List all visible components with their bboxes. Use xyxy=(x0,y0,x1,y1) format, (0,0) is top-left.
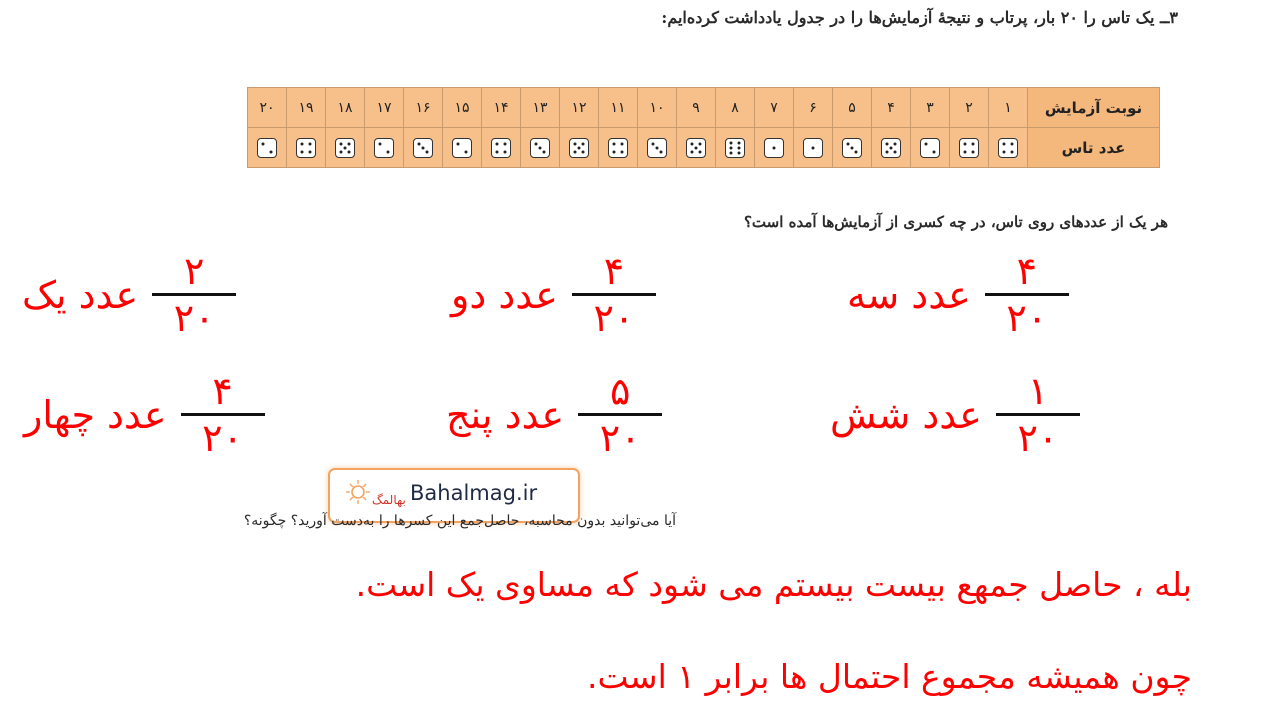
die-face-4-icon xyxy=(959,138,979,158)
die-face-3-icon xyxy=(842,138,862,158)
fraction-denominator: ۲۰ xyxy=(1006,296,1048,340)
die-pip xyxy=(773,146,776,149)
dice-result-cell xyxy=(638,128,677,168)
die-face-5-icon xyxy=(686,138,706,158)
dice-result-cell xyxy=(560,128,599,168)
die-pip xyxy=(1011,142,1014,145)
trial-number-cell: ۹ xyxy=(677,88,716,128)
trial-number-cell: ۱۹ xyxy=(287,88,326,128)
fraction-numerator: ۱ xyxy=(1027,369,1049,413)
die-pip xyxy=(730,146,733,149)
trial-number-cell: ۱۷ xyxy=(365,88,404,128)
die-face-5-icon xyxy=(881,138,901,158)
die-pip xyxy=(699,150,702,153)
die-pip xyxy=(578,146,581,149)
fraction xyxy=(181,370,265,459)
die-pip xyxy=(465,150,468,153)
die-pip xyxy=(535,142,538,145)
fraction xyxy=(996,370,1080,459)
trial-number-header: نوبت آزمایش xyxy=(1028,88,1160,128)
die-pip xyxy=(270,150,273,153)
answer-four xyxy=(24,370,279,459)
die-pip xyxy=(925,142,928,145)
die-pip xyxy=(964,150,967,153)
die-pip xyxy=(738,146,741,149)
die-pip xyxy=(344,146,347,149)
die-pip xyxy=(309,150,312,153)
dice-result-cell xyxy=(521,128,560,168)
dice-result-cell xyxy=(677,128,716,168)
die-pip xyxy=(972,150,975,153)
die-pip xyxy=(738,151,741,154)
sun-logo-icon xyxy=(342,476,406,514)
answer-label: عدد شش xyxy=(830,392,982,437)
trial-number-row xyxy=(248,88,1160,128)
die-pip xyxy=(539,146,542,149)
answer-label: عدد سه xyxy=(847,272,971,317)
trial-number-cell: ۱۶ xyxy=(404,88,443,128)
dice-result-cell xyxy=(872,128,911,168)
die-pip xyxy=(496,142,499,145)
die-pip xyxy=(699,142,702,145)
watermark-url: Bahalmag.ir xyxy=(410,481,538,505)
trial-number-cell: ۱۳ xyxy=(521,88,560,128)
die-face-3-icon xyxy=(530,138,550,158)
dice-result-cell xyxy=(911,128,950,168)
die-pip xyxy=(847,142,850,145)
dice-result-cell xyxy=(365,128,404,168)
die-pip xyxy=(301,150,304,153)
answer-two xyxy=(451,250,670,339)
die-pip xyxy=(855,150,858,153)
fraction xyxy=(985,250,1069,339)
die-pip xyxy=(1003,142,1006,145)
answer-one xyxy=(22,250,250,339)
die-pip xyxy=(422,146,425,149)
die-pip xyxy=(691,150,694,153)
sub-question-1-text: هر یک از عددهای روی تاس، در چه کسری از آزمایش‌ها آمده است؟ xyxy=(743,213,1168,231)
die-pip xyxy=(309,142,312,145)
die-pip xyxy=(738,141,741,144)
die-pip xyxy=(340,142,343,145)
trial-number-cell: ۲۰ xyxy=(248,88,287,128)
trial-number-cell: ۱ xyxy=(989,88,1028,128)
fraction-numerator: ۴ xyxy=(1016,249,1038,293)
die-pip xyxy=(504,142,507,145)
die-face-5-icon xyxy=(335,138,355,158)
die-pip xyxy=(504,150,507,153)
dice-result-cell xyxy=(287,128,326,168)
trial-number-cell: ۶ xyxy=(794,88,833,128)
die-face-3-icon xyxy=(647,138,667,158)
final-answer-line-1: بله ، حاصل جمهع بیست بیستم می شود که مساوی یک است. xyxy=(355,565,1192,604)
die-face-4-icon xyxy=(296,138,316,158)
die-face-3-icon xyxy=(413,138,433,158)
die-pip xyxy=(262,142,265,145)
fraction-denominator: ۲۰ xyxy=(593,296,635,340)
dice-result-cell xyxy=(794,128,833,168)
dice-result-cell xyxy=(599,128,638,168)
die-face-6-icon xyxy=(725,138,745,158)
die-pip xyxy=(886,150,889,153)
dice-result-cell xyxy=(326,128,365,168)
fraction xyxy=(152,250,236,339)
die-pip xyxy=(652,142,655,145)
die-pip xyxy=(933,150,936,153)
die-pip xyxy=(695,146,698,149)
die-pip xyxy=(613,150,616,153)
die-pip xyxy=(964,142,967,145)
die-pip xyxy=(301,142,304,145)
question-3-text: ۳ــ یک تاس را ۲۰ بار، پرتاب و نتیجهٔ آزمایش‌ها را در جدول یادداشت کرده‌ایم: xyxy=(661,8,1178,27)
sub-question-2-text: آیا می‌توانید بدون محاسبه، حاصل‌جمع این کسرها را به‌دست آورید؟ چگونه؟ xyxy=(243,513,676,529)
die-pip xyxy=(621,150,624,153)
fraction xyxy=(572,250,656,339)
trial-number-cell: ۵ xyxy=(833,88,872,128)
fraction-denominator: ۲۰ xyxy=(202,416,243,460)
dice-result-cell xyxy=(755,128,794,168)
die-pip xyxy=(730,141,733,144)
die-face-2-icon xyxy=(452,138,472,158)
trial-number-cell: ۱۸ xyxy=(326,88,365,128)
dice-result-cell xyxy=(716,128,755,168)
trial-number-cell: ۱۲ xyxy=(560,88,599,128)
dice-result-row xyxy=(248,128,1160,168)
die-face-1-icon xyxy=(764,138,784,158)
die-pip xyxy=(582,150,585,153)
trial-number-cell: ۳ xyxy=(911,88,950,128)
die-pip xyxy=(894,150,897,153)
dice-result-cell xyxy=(482,128,521,168)
die-pip xyxy=(348,150,351,153)
answer-three xyxy=(847,250,1083,339)
answer-five xyxy=(446,370,676,459)
die-pip xyxy=(1011,150,1014,153)
answer-label: عدد یک xyxy=(22,272,139,317)
dice-result-cell xyxy=(950,128,989,168)
die-pip xyxy=(348,142,351,145)
fraction-numerator: ۲ xyxy=(184,249,205,293)
die-pip xyxy=(890,146,893,149)
die-face-5-icon xyxy=(569,138,589,158)
die-pip xyxy=(426,150,429,153)
answer-label: عدد چهار xyxy=(24,392,167,437)
final-answer-line-2: چون همیشه مجموع احتمال ها برابر ۱ است. xyxy=(587,657,1192,696)
dice-result-cell xyxy=(833,128,872,168)
die-face-4-icon xyxy=(491,138,511,158)
die-pip xyxy=(543,150,546,153)
fraction xyxy=(578,370,662,459)
answer-label: عدد دو xyxy=(451,272,558,317)
dice-result-cell xyxy=(404,128,443,168)
die-face-2-icon xyxy=(920,138,940,158)
trial-number-cell: ۲ xyxy=(950,88,989,128)
fraction-numerator: ۴ xyxy=(212,369,233,413)
fraction-denominator: ۲۰ xyxy=(173,296,215,340)
die-pip xyxy=(340,150,343,153)
die-pip xyxy=(972,142,975,145)
die-pip xyxy=(457,142,460,145)
die-pip xyxy=(894,142,897,145)
logo-text: بهالمگ xyxy=(372,493,406,507)
trial-number-cell: ۱۵ xyxy=(443,88,482,128)
die-face-4-icon xyxy=(608,138,628,158)
dice-result-header: عدد تاس xyxy=(1028,128,1160,168)
trial-number-cell: ۴ xyxy=(872,88,911,128)
dice-results-table xyxy=(247,87,1160,168)
answer-label: عدد پنج xyxy=(446,392,565,437)
die-pip xyxy=(574,150,577,153)
dice-result-cell xyxy=(989,128,1028,168)
die-pip xyxy=(379,142,382,145)
die-pip xyxy=(886,142,889,145)
die-pip xyxy=(812,146,815,149)
die-pip xyxy=(730,151,733,154)
die-pip xyxy=(1003,150,1006,153)
fraction-numerator: ۴ xyxy=(603,249,625,293)
die-face-1-icon xyxy=(803,138,823,158)
die-pip xyxy=(582,142,585,145)
trial-number-cell: ۱۴ xyxy=(482,88,521,128)
die-face-4-icon xyxy=(998,138,1018,158)
die-pip xyxy=(574,142,577,145)
die-face-2-icon xyxy=(374,138,394,158)
dice-result-cell xyxy=(248,128,287,168)
fraction-denominator: ۲۰ xyxy=(599,416,641,460)
die-pip xyxy=(418,142,421,145)
fraction-numerator: ۵ xyxy=(609,369,631,413)
die-pip xyxy=(656,146,659,149)
die-pip xyxy=(496,150,499,153)
trial-number-cell: ۱۰ xyxy=(638,88,677,128)
fraction-denominator: ۲۰ xyxy=(1017,416,1059,460)
dice-result-cell xyxy=(443,128,482,168)
die-pip xyxy=(660,150,663,153)
die-pip xyxy=(691,142,694,145)
die-pip xyxy=(851,146,854,149)
trial-number-cell: ۱۱ xyxy=(599,88,638,128)
answer-six xyxy=(830,370,1094,459)
die-pip xyxy=(621,142,624,145)
die-pip xyxy=(387,150,390,153)
die-face-2-icon xyxy=(257,138,277,158)
die-pip xyxy=(613,142,616,145)
trial-number-cell: ۷ xyxy=(755,88,794,128)
trial-number-cell: ۸ xyxy=(716,88,755,128)
